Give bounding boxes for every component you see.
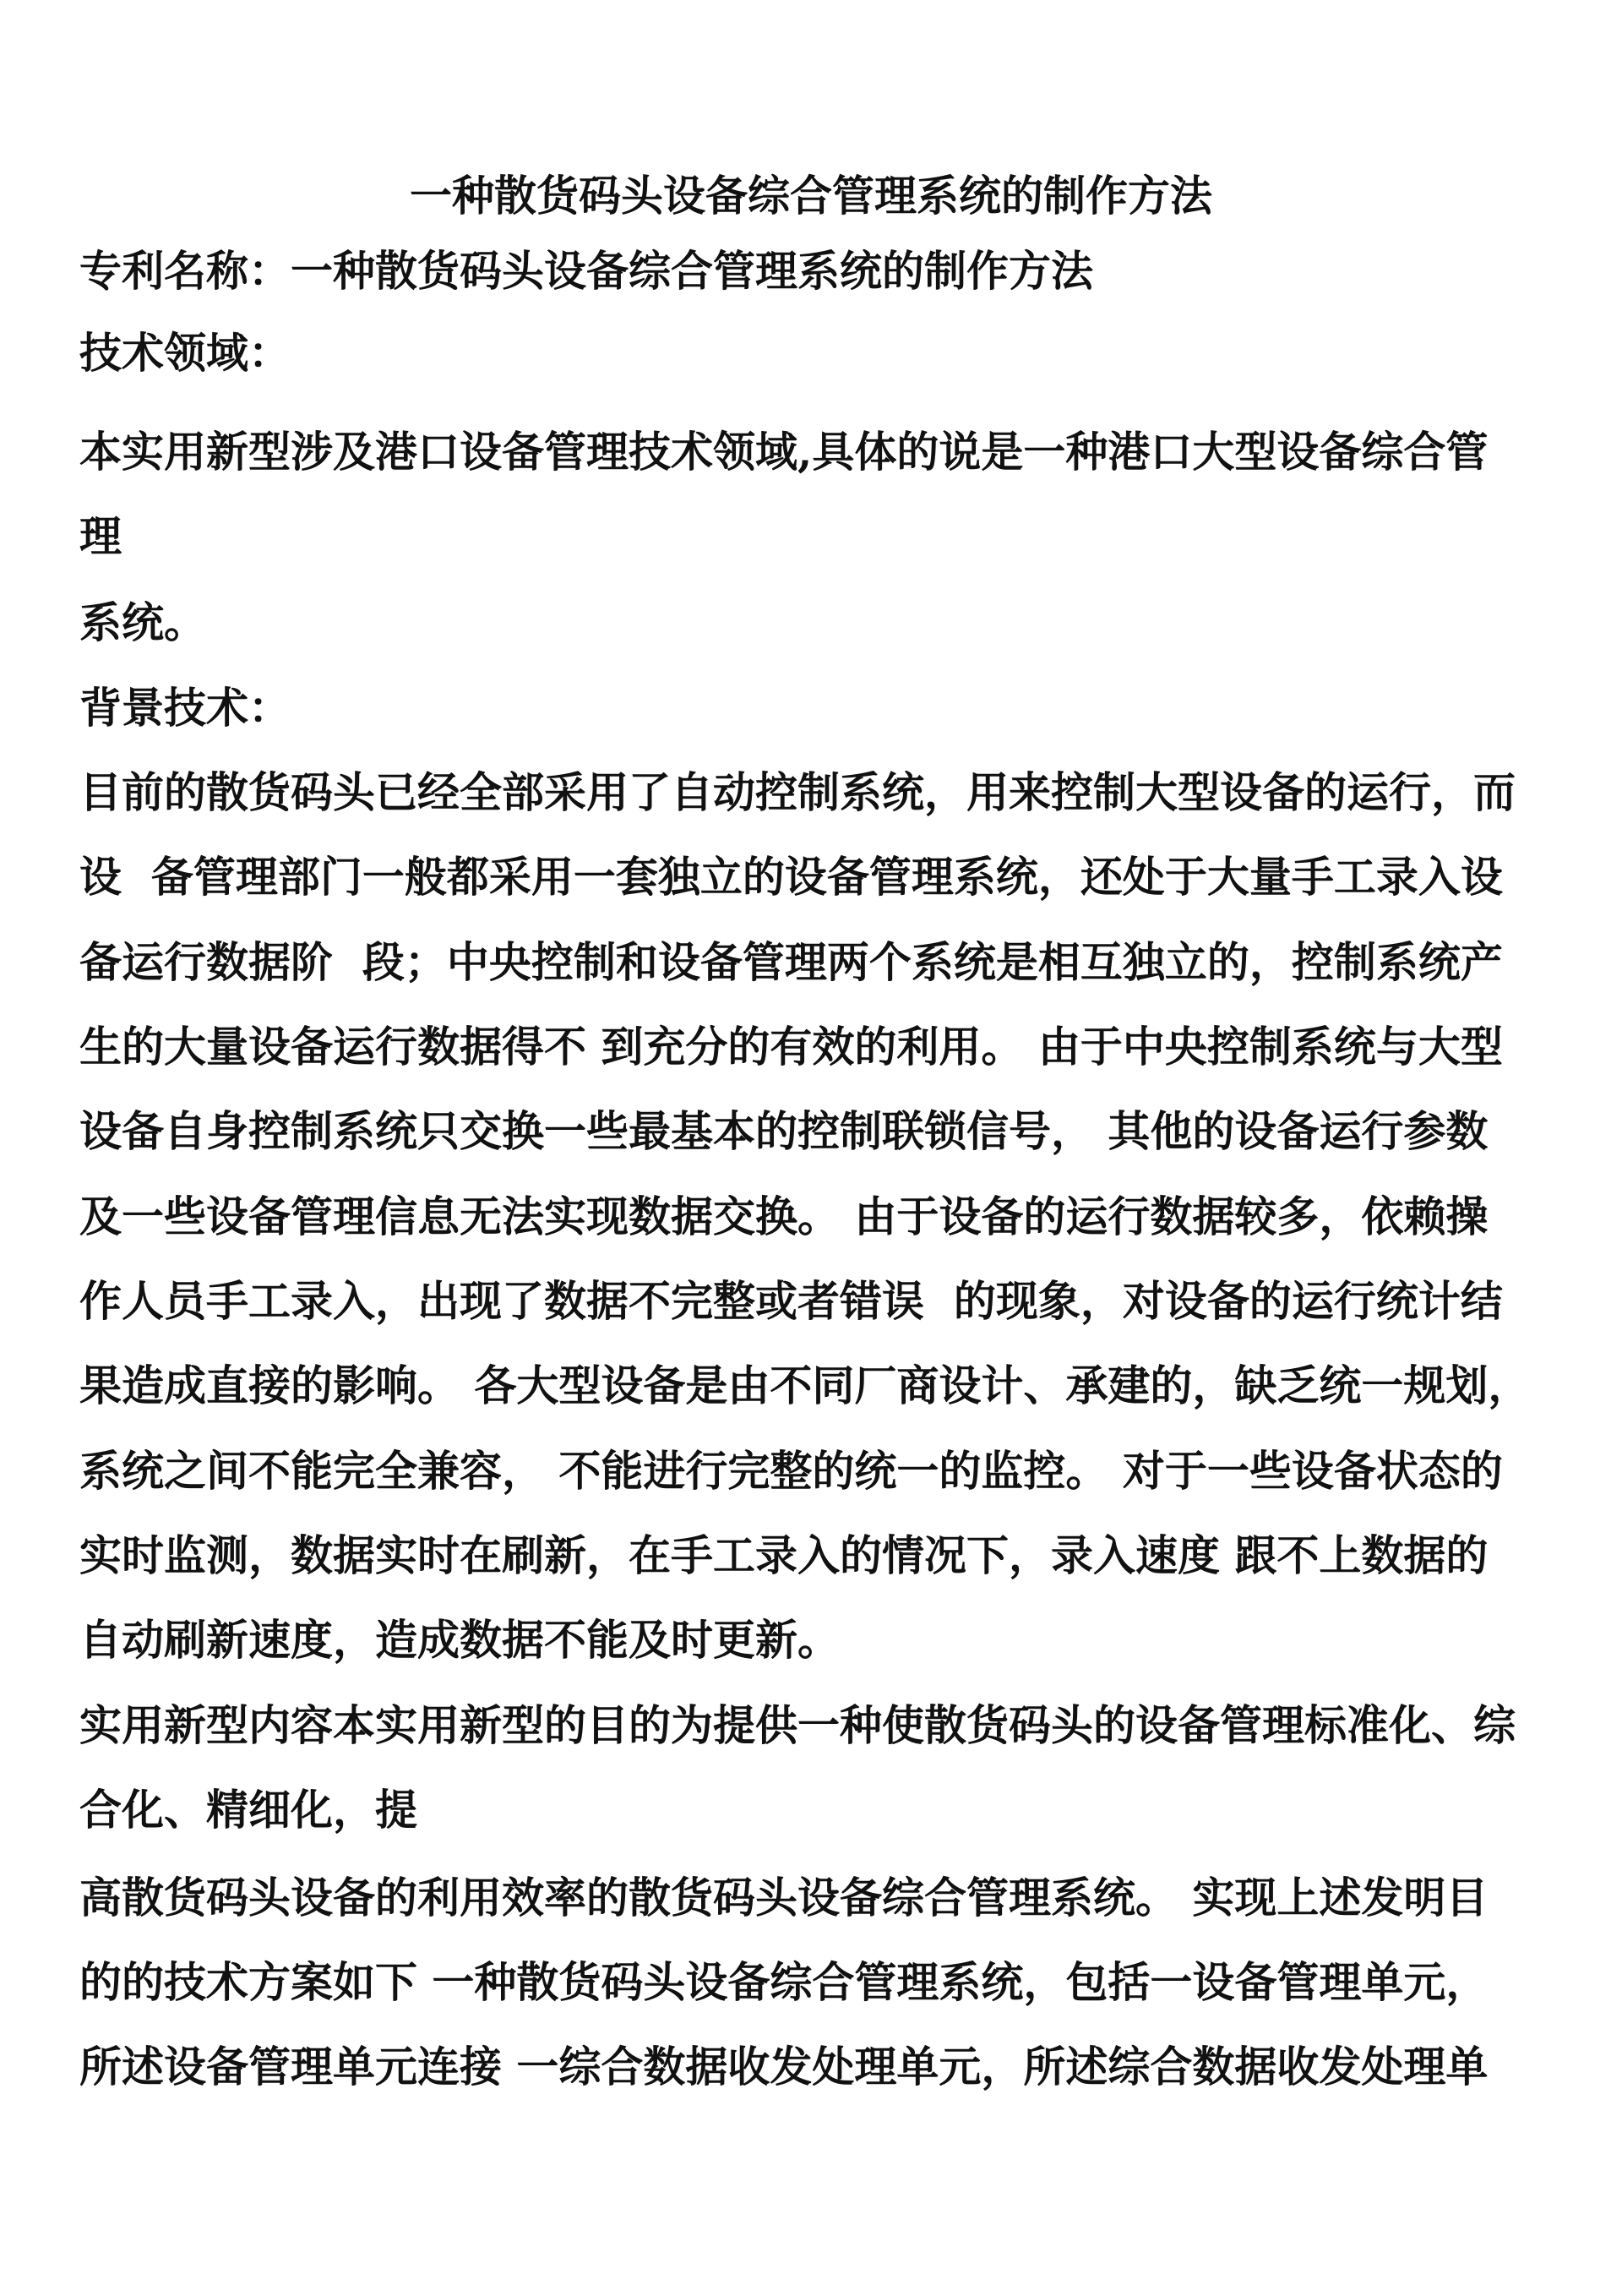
line-field-text: 本实用新型涉及港口设备管理技术领域,具体的说是一种港口大型设备综合管 xyxy=(79,427,1489,477)
line-content-text: 实用新型内容本实用新型的目的为提供一种使散货码头的设备管理标准化、综 xyxy=(79,1700,1516,1750)
line-patent-name: 专利名称：一种散货码头设备综合管理系统的制作方法 xyxy=(79,246,1093,296)
line-content-text: 所述设备管理单元连接 一综合数据收发处理单元，所述综合数据收发处理单 xyxy=(79,2042,1489,2091)
line-background-text: 设备自身控制系统只交换一些最基本的控制联锁信号， 其他的设备运行参数 xyxy=(79,1106,1489,1156)
line-background-text: 备运行数据阶 段；中央控制和设备管理两个系统是相互独立的，控制系统产 xyxy=(79,937,1503,987)
line-background-text: 生的大量设备运行数据得不 到充分的有效的利用。 由于中央控制系统与大型 xyxy=(79,1022,1503,1072)
line-section-field-heading: 技术领域： xyxy=(79,328,291,378)
line-background-text: 实时监测，数据实时在刷新，在手工录入的情况下，录入速度 跟不上数据的 xyxy=(79,1530,1489,1580)
line-background-text: 作人员手工录入，出现了数据不完整或者错误 的现象，对设备的运行统计结 xyxy=(79,1276,1503,1326)
line-background-text: 系统之间不能完全兼容， 不能进行完整的统一的监控。 对于一些设备状态的 xyxy=(79,1446,1503,1496)
line-content-text: 的的技术方案如下 一种散货码头设备综合管理系统，包括一设备管理单元， xyxy=(79,1957,1489,2007)
line-section-background-heading: 背景技术： xyxy=(79,683,291,733)
line-content-text: 高散货码头设备的利用效率的散货码头设备综合管理系统。 实现上述发明目 xyxy=(79,1873,1489,1922)
line-background-text: 目前的散货码头已经全部采用了自动控制系统，用来控制大型设备的运行，而 xyxy=(79,767,1516,817)
line-background-text: 自动刷新速度，造成数据不能及时更新。 xyxy=(79,1615,840,1665)
document-title: 一种散货码头设备综合管理系统的制作方法 xyxy=(410,171,1212,221)
line-field-text: 系统。 xyxy=(79,597,206,647)
line-background-text: 果造成直接的影响。 各大型设备是由不同厂商设计、承建的，缺乏统一规划， xyxy=(79,1361,1531,1410)
line-background-text: 及一些设备管理信息无法实现数据交换。 由于设备的运行数据较多，依赖操 xyxy=(79,1192,1489,1241)
line-content-text: 合化、精细化，提 xyxy=(79,1785,417,1835)
line-background-text: 设 备管理部门一般都采用一套独立的设备管理系统，还处于大量手工录入设 xyxy=(79,852,1503,902)
line-field-text: 理 xyxy=(79,511,122,561)
